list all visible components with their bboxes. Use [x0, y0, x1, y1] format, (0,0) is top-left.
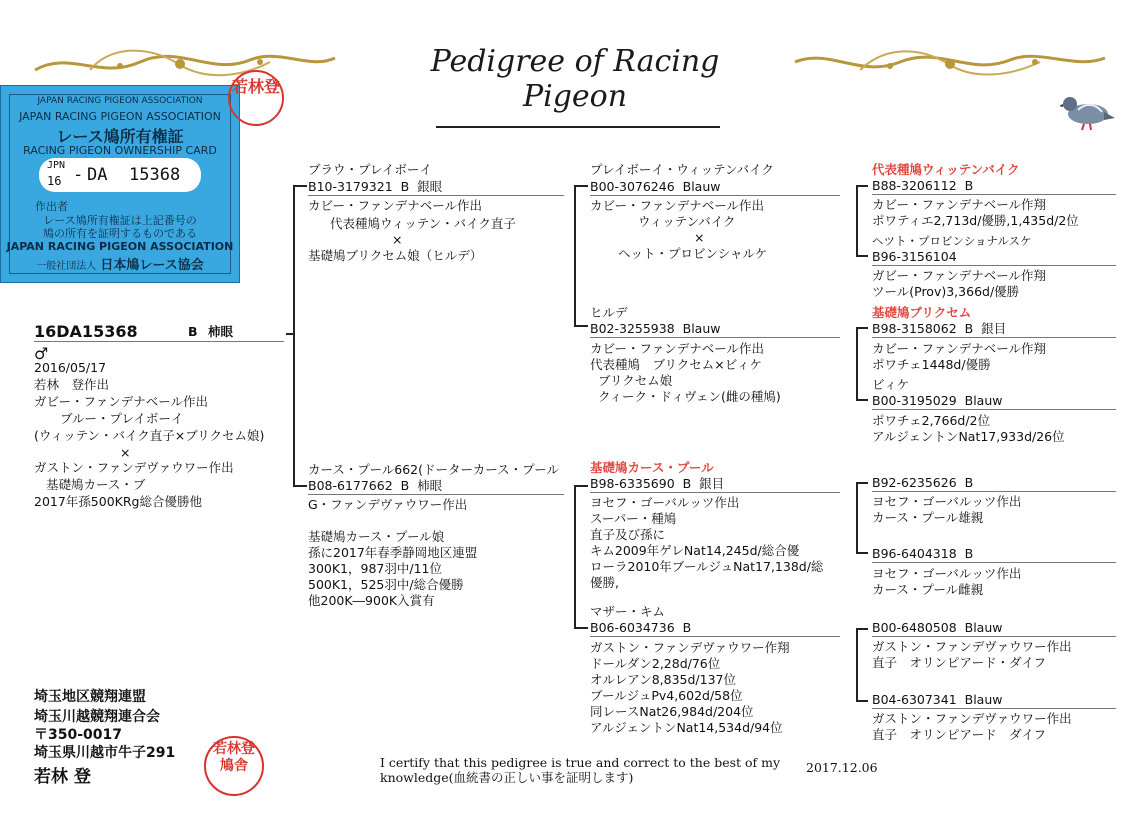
subject-line-6: ガストン・ファンデヴァウワー作出: [34, 460, 234, 475]
connector-gen1-vertical: [293, 185, 295, 487]
ss-ring: B00-3076246: [590, 179, 675, 194]
card-ring-letters: DA: [87, 165, 108, 185]
ddd-color: Blauw: [964, 692, 1003, 707]
ownership-card: [0, 85, 240, 283]
ss-ring-row: [590, 179, 720, 195]
dds-ring: B00-6480508: [872, 620, 957, 635]
ss-color: Blauw: [682, 179, 721, 194]
card-assoc-top: JAPAN RACING PIGEON ASSOCIATION: [37, 96, 203, 106]
dd-line-3: ブールジュPv4,602d/58位: [590, 688, 743, 703]
ds-ring-row: [590, 476, 724, 492]
sds-color: B: [964, 321, 974, 336]
subject-line-2: ガビー・ファンデナベール作出: [34, 394, 209, 409]
card-ring-year: 16: [47, 174, 62, 188]
sire-line-1: 代表種鳩ウィッテン・バイク直子: [330, 216, 516, 231]
ssd-line-0: ガビー・ファンデナベール作翔: [872, 268, 1047, 283]
subject-line-5: ×: [120, 445, 131, 460]
dss-ring-row: [872, 475, 973, 491]
ssd-line-1: ツール(Prov)3,366d/優勝: [872, 284, 1020, 299]
sire-line-2: ×: [392, 232, 403, 247]
card-ring-number: 15368: [129, 165, 181, 185]
seal-stamp-bottom: [204, 736, 264, 796]
seal-stamp-top: [228, 70, 284, 126]
dsd-line-0: ヨセフ・ゴーバルッツ作出: [872, 566, 1022, 581]
sdd-line-1: アルジェントンNat17,933d/26位: [872, 429, 1065, 444]
dam-line-2: 孫に2017年春季静岡地区連盟: [308, 545, 478, 560]
connector-dam-branch: [574, 485, 576, 629]
certify-line-1: I certify that this pedigree is true and correct to the best of my: [380, 755, 781, 770]
dd-ring: B06-6034736: [590, 620, 675, 635]
card-assoc-bottom: JAPAN RACING PIGEON ASSOCIATION: [6, 240, 234, 253]
subject-line-8: 2017年孫500KRg総合優勝他: [34, 494, 202, 509]
sdd-ring: B00-3195029: [872, 393, 957, 408]
sss-line-1: ポワティエ2,713d/優勝,1,435d/2位: [872, 213, 1079, 228]
dsd-ring: B96-6404318: [872, 546, 957, 561]
dam-ring-row: [308, 478, 442, 494]
sss-line-0: カビー・ファンデナベール作翔: [872, 197, 1047, 212]
sds-line-0: カビー・ファンデナベール作翔: [872, 341, 1047, 356]
card-ring-prefix: JPN: [47, 160, 66, 171]
ds-line-5: 優勝,: [590, 575, 619, 590]
dam-ring: B08-6177662: [308, 478, 393, 493]
sire-color: B: [400, 179, 410, 194]
ds-ring: B98-6335690: [590, 476, 675, 491]
sire-line-0: カビー・ファンデナベール作出: [308, 198, 483, 213]
ornament-right-icon: [790, 40, 1110, 84]
card-assoc-jp: 日本鳩レース協会: [100, 258, 204, 273]
owner-line-3: 埼玉県川越市牛子291: [34, 745, 176, 761]
dds-line-1: 直子 オリンピアード・ダイフ: [872, 655, 1047, 670]
subject-line-7: 基礎鳩カース・ブ: [46, 477, 146, 492]
ds-color: B: [682, 476, 692, 491]
sds-ring-row: [872, 321, 1006, 337]
dam-name: カース・プール662(ドーターカース・プール: [308, 462, 559, 477]
dss-ring: B92-6235626: [872, 475, 957, 490]
ddd-line-0: ガストン・ファンデヴァウワー作出: [872, 711, 1072, 726]
dd-line-5: アルジェントンNat14,534d/94位: [590, 720, 783, 735]
dam-line-0: G・ファンデヴァウワー作出: [308, 497, 468, 512]
subject-eye: 柿眼: [208, 324, 234, 339]
dds-line-0: ガストン・ファンデヴァウワー作出: [872, 639, 1072, 654]
dam-line-5: 他200K―900K入賞有: [308, 593, 435, 608]
connector-dam: [293, 485, 307, 487]
dss-line-1: カース・プール雄親: [872, 510, 984, 525]
subject-color: B: [188, 324, 198, 339]
subject-line-1: 若林 登作出: [34, 377, 110, 392]
sire-name: ブラウ・プレイボーイ: [308, 162, 432, 177]
sire-ring: B10-3179321: [308, 179, 393, 194]
sd-line-2: ブリクセム娘: [598, 373, 673, 388]
dd-line-4: 同レースNat26,984d/204位: [590, 704, 754, 719]
sss-ring-row: [872, 178, 973, 194]
sd-line-0: カビー・ファンデナベール作出: [590, 341, 765, 356]
certify-line-2: knowledge(血統書の正しい事を証明します): [380, 770, 634, 785]
sss-ring: B88-3206112: [872, 178, 957, 193]
sss-name: 代表種鳩ウィッテンバイク: [872, 162, 1020, 177]
ds-line-0: ヨセフ・ゴーバルッツ作出: [590, 495, 740, 510]
dam-eye: 柿眼: [417, 478, 443, 493]
sire-eye: 銀眼: [417, 179, 443, 194]
sds-eye: 銀目: [981, 321, 1007, 336]
owner-name: 若林 登: [34, 767, 91, 787]
sd-ring-row: [590, 321, 720, 337]
seal-stamp-bottom-text: 若林登鳩舎: [213, 741, 255, 774]
dd-line-0: ガストン・ファンデヴァウワー作翔: [590, 640, 790, 655]
dss-line-0: ヨセフ・ゴーバルッツ作出: [872, 494, 1022, 509]
dss-color: B: [964, 475, 974, 490]
owner-line-1: 埼玉川越競翔連合会: [34, 709, 160, 725]
ssd-ring: B96-3156104: [872, 249, 957, 264]
sdd-color: Blauw: [964, 393, 1003, 408]
ornament-left-icon: [30, 40, 340, 84]
ds-name: 基礎鳩カース・プール: [590, 460, 714, 475]
card-assoc-top-2: JAPAN RACING PIGEON ASSOCIATION: [19, 110, 221, 123]
dam-line-4: 500K1，525羽中/総合優勝: [308, 577, 464, 592]
ss-line-1: ウィッテンバイク: [638, 214, 736, 229]
title-underline: [436, 126, 720, 128]
ss-line-3: ヘット・プロビンシャルケ: [618, 246, 768, 261]
sds-name: 基礎鳩ブリクセム: [872, 305, 972, 320]
subject-sex: ♂: [34, 344, 49, 363]
sd-color: Blauw: [682, 321, 721, 336]
dd-color: B: [682, 620, 692, 635]
card-ring-dash: -: [73, 165, 84, 185]
ds-line-4: ローラ2010年ブールジュNat17,138d/総: [590, 559, 824, 574]
ss-line-0: カビー・ファンデナベール作出: [590, 198, 765, 213]
subject-ring: 16DA15368: [34, 322, 138, 341]
ds-line-1: スーパー・種鳩: [590, 511, 677, 526]
ds-eye: 銀目: [699, 476, 725, 491]
ssd-name: ヘツト・プロビンショナルスケ: [872, 234, 1032, 248]
card-note-2: 鳩の所有を証明するものである: [43, 227, 197, 240]
sds-ring: B98-3158062: [872, 321, 957, 336]
seal-stamp-top-text: 若林登: [231, 77, 280, 96]
dd-line-2: オルレアン8,835d/137位: [590, 672, 736, 687]
card-author: 作出者: [35, 200, 68, 213]
dsd-ring-row: [872, 546, 973, 562]
sss-color: B: [964, 178, 974, 193]
subject-line-0: 2016/05/17: [34, 360, 107, 375]
card-title-en: RACING PIGEON OWNERSHIP CARD: [23, 144, 217, 157]
sdd-ring-row: [872, 393, 1002, 409]
ss-line-2: ×: [694, 230, 705, 245]
sire-line-3: 基礎鳩ブリクセム娘（ヒルデ）: [308, 248, 483, 263]
card-assoc-jp-small: 一般社団法人: [36, 261, 97, 272]
sd-line-3: クィーク・ドィヴェン(雌の種鳩): [598, 389, 781, 404]
subject-line-4: (ウィッテン・バイク直子×ブリクセム娘): [34, 428, 265, 443]
card-ring-box: [39, 158, 201, 192]
page-title: Pedigree of Racing Pigeon: [430, 44, 720, 114]
owner-line-0: 埼玉地区競翔連盟: [34, 689, 146, 705]
ddd-ring: B04-6307341: [872, 692, 957, 707]
ds-line-2: 直子及び孫に: [590, 527, 666, 542]
issue-date: 2017.12.06: [806, 760, 878, 775]
dsd-color: B: [964, 546, 974, 561]
ds-line-3: キム2009年ゲレNat14,245d/総合優: [590, 543, 800, 558]
ss-name: プレイボーイ・ウィッテンバイク: [590, 162, 774, 177]
pigeon-icon: [1060, 88, 1116, 132]
sdd-line-0: ポワチェ2,766d/2位: [872, 413, 991, 428]
connector-sire-branch: [574, 185, 576, 327]
connector-sire: [293, 185, 307, 187]
dd-line-1: ドールダン2,28d/76位: [590, 656, 721, 671]
dds-color: Blauw: [964, 620, 1003, 635]
owner-line-2: 〒350-0017: [34, 727, 122, 743]
card-assoc-jp-row: [1, 254, 239, 273]
sd-ring: B02-3255938: [590, 321, 675, 336]
dd-ring-row: [590, 620, 691, 636]
sire-ring-row: [308, 179, 442, 195]
card-note-1: レース鳩所有権証は上記番号の: [43, 214, 197, 227]
dam-line-3: 300K1，987羽中/11位: [308, 561, 442, 576]
sdd-name: ビィケ: [872, 377, 910, 392]
sd-line-1: 代表種鳩 ブリクセム×ビィケ: [590, 357, 762, 372]
sds-line-1: ポワチェ1448d/優勝: [872, 357, 991, 372]
subject-line-3: ブルー・プレイボーイ: [60, 411, 184, 426]
dam-line-1: 基礎鳩カース・プール娘: [308, 529, 445, 544]
dsd-line-1: カース・プール雌親: [872, 582, 984, 597]
dd-name: マザー・キム: [590, 604, 665, 619]
dds-ring-row: [872, 620, 1002, 636]
ddd-line-1: 直子 オリンピアード ダイフ: [872, 727, 1047, 742]
dam-color: B: [400, 478, 410, 493]
card-title-jp: レース鳩所有権証: [56, 127, 184, 146]
sd-name: ヒルデ: [590, 305, 628, 320]
ddd-ring-row: [872, 692, 1002, 708]
